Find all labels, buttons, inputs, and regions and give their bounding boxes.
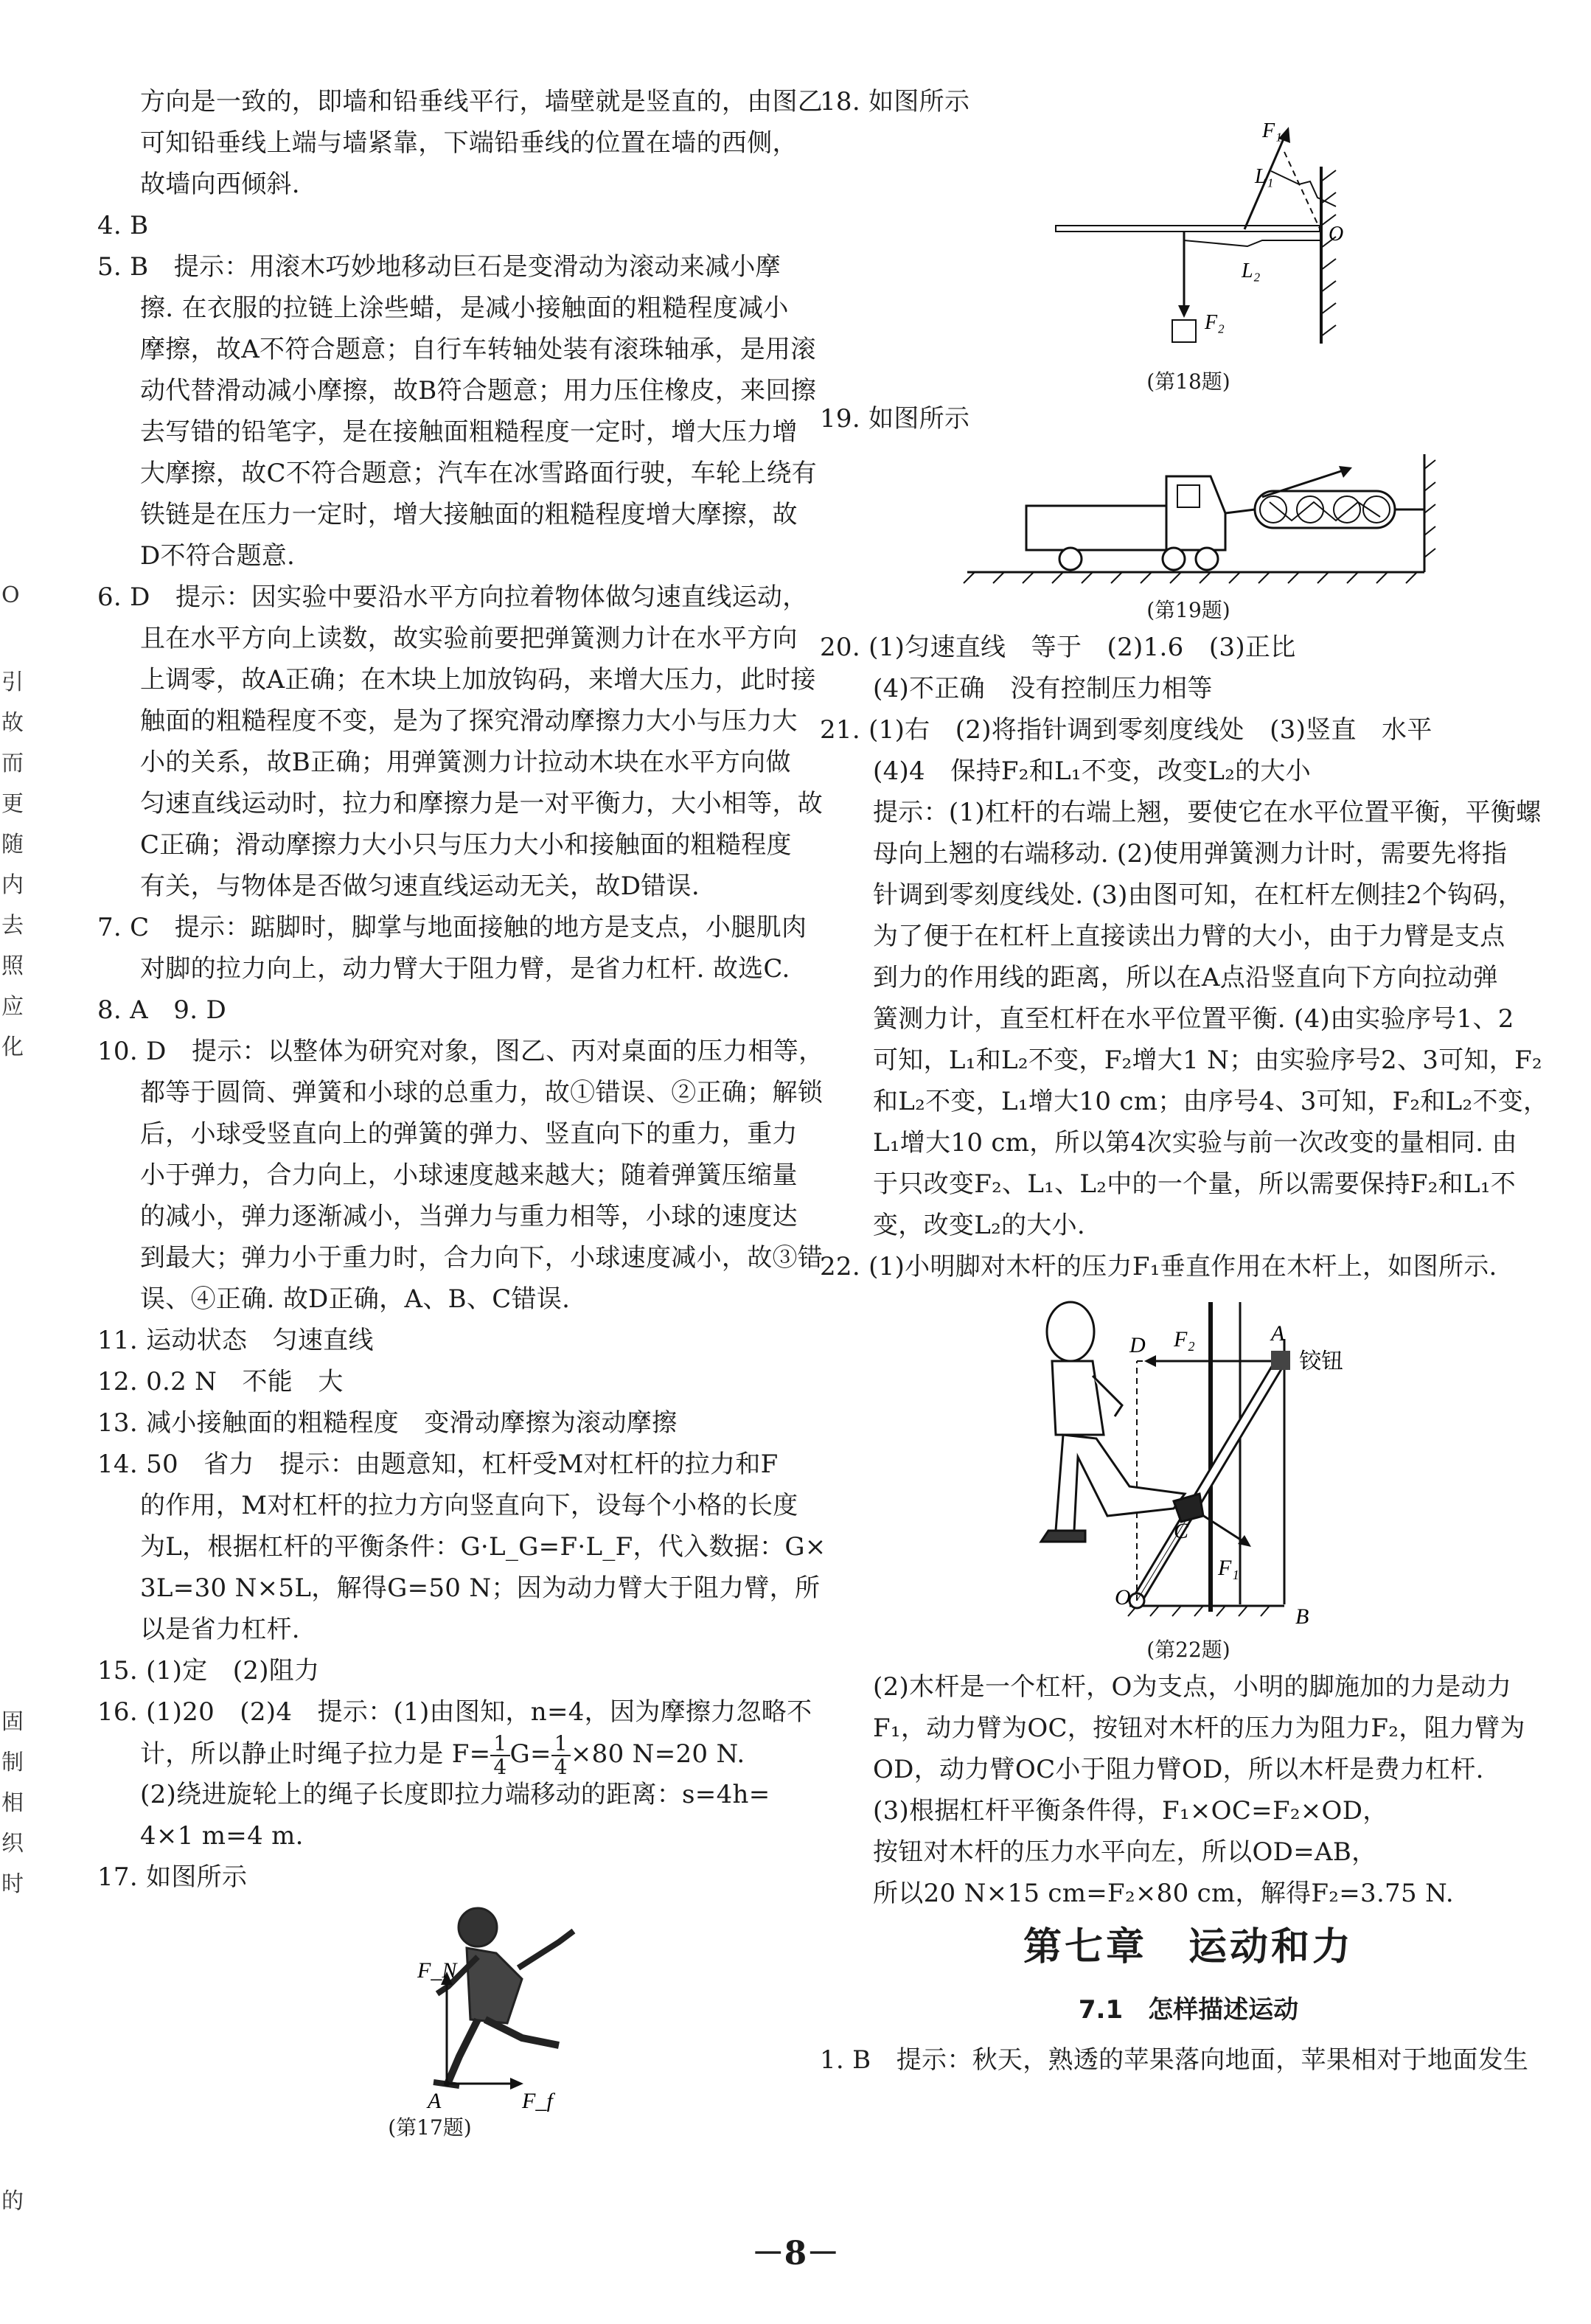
label-l2: L₂	[1242, 260, 1261, 282]
text-line: 22. (1)小明脚对木杆的压力F₁垂直作用在木杆上，如图所示.	[820, 1252, 1497, 1281]
margin-char: 固	[1, 1709, 24, 1735]
text-line: 对脚的拉力向上，动力臂大于阻力臂，是省力杠杆. 故选C.	[140, 954, 790, 984]
text-line: L₁增大10 cm，所以第4次实验与前一次改变的量相同. 由	[873, 1128, 1517, 1158]
text-line: 3L=30 N×5L，解得G=50 N；因为动力臂大于阻力臂，所	[140, 1573, 821, 1603]
fraction-denominator: 4	[554, 1755, 568, 1779]
q16-text: G=	[509, 1739, 551, 1769]
q19-line: 19. 如图所示	[820, 404, 970, 434]
q16-text: ×80 N=20 N.	[570, 1739, 745, 1769]
q16-text: 计，所以静止时绳子拉力是 F=	[140, 1739, 491, 1769]
text-line: 7. C 提示：踮脚时，脚掌与地面接触的地方是支点，小腿肌肉	[97, 913, 807, 942]
q17-line: 17. 如图所示	[97, 1862, 248, 1892]
text-line: 6. D 提示：因实验中要沿水平方向拉着物体做匀速直线运动，	[97, 582, 808, 612]
text-line: 簧测力计，直至杠杆在水平位置平衡. (4)由实验序号1、2	[873, 1004, 1514, 1034]
left-text-lines	[87, 81, 826, 1733]
fraction-numerator: 1	[551, 1733, 571, 1756]
text-line: 到最大；弹力小于重力时，合力向下，小球速度减小，故③错	[140, 1243, 824, 1273]
text-line: 20. (1)匀速直线 等于 (2)1.6 (3)正比	[820, 633, 1296, 662]
right-column	[820, 81, 1557, 2081]
label-f1: F₁	[1262, 122, 1282, 142]
figure-19	[820, 439, 1557, 627]
text-line: 13. 减小接触面的粗糙程度 变滑动摩擦为滚动摩擦	[97, 1408, 678, 1438]
point-label-a: A	[428, 2089, 442, 2112]
figure-22	[820, 1287, 1557, 1666]
figure-22-caption: (第22题)	[1146, 1638, 1230, 1662]
text-line: F₁，动力臂为OC，按钮对木杆的压力为阻力F₂，阻力臂为	[873, 1714, 1525, 1743]
q16-line-4: 4×1 m=4 m.	[140, 1821, 304, 1851]
figure-18-drawing	[820, 122, 1557, 366]
margin-char: 随	[1, 832, 24, 857]
text-line: 针调到零刻度线处. (3)由图可知，在杠杆左侧挂2个钩码，	[873, 880, 1524, 910]
label-o: O	[1115, 1585, 1131, 1610]
text-line: 12. 0.2 N 不能 大	[97, 1367, 344, 1396]
text-line: 小于弹力，合力向上，小球速度越来越大；随着弹簧压缩量	[140, 1161, 798, 1190]
figure-18-caption: (第18题)	[1146, 369, 1230, 394]
text-line: 5. B 提示：用滚木巧妙地移动巨石是变滑动为滚动来减小摩	[97, 252, 781, 282]
section-title: 7.1 怎样描述运动	[1078, 1995, 1299, 2025]
text-line: 8. A 9. D	[97, 995, 227, 1025]
margin-char: 应	[1, 994, 24, 1020]
text-line: 可知，L₁和L₂不变，F₂增大1 N；由实验序号2、3可知，F₂	[873, 1046, 1542, 1075]
text-line: 可知铅垂线上端与墙紧靠，下端铅垂线的位置在墙的西侧，	[140, 128, 798, 158]
force-label-fn: F_N	[417, 1958, 457, 1983]
margin-char: 的	[1, 2188, 24, 2214]
text-line: 大摩擦，故C不符合题意；汽车在冰雪路面行驶，车轮上绕有	[140, 459, 818, 488]
text-line: OD，动力臂OC小于阻力臂OD，所以木杆是费力杠杆.	[873, 1755, 1484, 1784]
page-number: －8－	[751, 2235, 840, 2272]
label-a: A	[1271, 1321, 1285, 1346]
text-line: 铁链是在压力一定时，增大接触面的粗糙程度增大摩擦，故	[140, 500, 798, 529]
text-line: 后，小球受竖直向上的弹簧的弹力、竖直向下的重力，重力	[140, 1119, 798, 1149]
text-line: 为了便于在杠杆上直接读出力臂的大小，由于力臂是支点	[873, 922, 1505, 951]
text-line: 15. (1)定 (2)阻力	[97, 1656, 320, 1685]
margin-char: 相	[1, 1790, 24, 1816]
figure-18	[820, 122, 1557, 398]
text-line: 误、④正确. 故D正确，A、B、C错误.	[140, 1284, 571, 1314]
text-line: 14. 50 省力 提示：由题意知，杠杆受M对杠杆的拉力和F	[97, 1450, 779, 1479]
label-o: O	[1329, 223, 1344, 246]
label-l1: L₁	[1255, 165, 1274, 188]
margin-char: 更	[1, 791, 24, 817]
text-line: 擦. 在衣服的拉链上涂些蜡，是减小接触面的粗糙程度减小	[140, 293, 789, 323]
margin-char: 去	[1, 913, 24, 939]
text-line: 触面的粗糙程度不变，是为了探究滑动摩擦力大小与压力大	[140, 706, 798, 736]
text-line: 变，改变L₂的大小.	[873, 1211, 1086, 1240]
text-line: 按钮对木杆的压力水平向左，所以OD=AB，	[873, 1837, 1377, 1867]
label-hinge: 铰钮	[1299, 1349, 1343, 1374]
label-f2: F₂	[1205, 311, 1225, 334]
q16-line-3: (2)绕进旋轮上的绳子长度即拉力端移动的距离：s=4h=	[140, 1780, 770, 1809]
margin-char: 引	[1, 669, 24, 695]
text-line: 的作用，M对杠杆的拉力方向竖直向下，设每个小格的长度	[140, 1491, 798, 1520]
text-line: D不符合题意.	[140, 541, 296, 571]
q16-line-2	[87, 1731, 773, 1779]
text-line: 故墙向西倾斜.	[140, 170, 300, 199]
text-line: 于只改变F₂、L₁、L₂中的一个量，所以需要保持F₂和L₁不	[873, 1169, 1517, 1199]
margin-char: 化	[1, 1034, 24, 1060]
margin-char: 而	[1, 751, 24, 776]
last-line: 1. B 提示：秋天，熟透的苹果落向地面，苹果相对于地面发生	[820, 2045, 1529, 2075]
text-line: 都等于圆筒、弹簧和小球的总重力，故①错误、②正确；解锁	[140, 1078, 824, 1107]
text-line: 的减小，弹力逐渐减小，当弹力与重力相等，小球的速度达	[140, 1202, 798, 1231]
text-line: 匀速直线运动时，拉力和摩擦力是一对平衡力，大小相等，故	[140, 789, 824, 818]
text-line: 动代替滑动减小摩擦，故B符合题意；用力压住橡皮，来回擦	[140, 376, 817, 406]
label-f2: F₂	[1174, 1327, 1195, 1351]
text-line: 和L₂不变，L₁增大10 cm；由序号4、3可知，F₂和L₂不变，	[873, 1087, 1549, 1116]
text-line: 21. (1)右 (2)将指针调到零刻度线处 (3)竖直 水平	[820, 715, 1432, 745]
text-line: (3)根据杠杆平衡条件得，F₁×OC=F₂×OD，	[873, 1796, 1388, 1826]
text-line: 10. D 提示：以整体为研究对象，图乙、丙对桌面的压力相等，	[97, 1037, 824, 1066]
label-b: B	[1295, 1604, 1309, 1629]
fraction	[551, 1733, 571, 1778]
right-text-lines-b	[820, 1666, 1557, 1914]
text-line: 以是省力杠杆.	[140, 1615, 300, 1644]
label-d: D	[1129, 1333, 1146, 1357]
text-line: 上调零，故A正确；在木块上加放钩码，来增大压力，此时接	[140, 665, 816, 695]
fraction-numerator: 1	[490, 1733, 509, 1756]
figure-19-caption: (第19题)	[1146, 598, 1230, 622]
chapter-title: 第七章 运动和力	[1023, 1925, 1354, 1969]
text-line: 有关，与物体是否做匀速直线运动无关，故D错误.	[140, 872, 700, 901]
text-line: 且在水平方向上读数，故实验前要把弹簧测力计在水平方向	[140, 624, 798, 653]
figure-19-drawing	[820, 439, 1557, 594]
text-line: 提示：(1)杠杆的右端上翘，要使它在水平位置平衡，平衡螺	[873, 798, 1542, 827]
fraction-denominator: 4	[493, 1755, 507, 1779]
text-line: 4. B	[97, 211, 149, 240]
text-line: (4)不正确 没有控制压力相等	[873, 674, 1213, 703]
text-line: 11. 运动状态 匀速直线	[97, 1326, 374, 1355]
text-line: (4)4 保持F₂和L₁不变，改变L₂的大小	[873, 756, 1312, 786]
text-line: C正确；滑动摩擦力大小只与压力大小和接触面的粗糙程度	[140, 830, 792, 860]
margin-char: 故	[1, 710, 24, 736]
text-line: 母向上翘的右端移动. (2)使用弹簧测力计时，需要先将指	[873, 839, 1508, 869]
margin-char: 照	[1, 953, 24, 979]
text-line: 所以20 N×15 cm=F₂×80 cm，解得F₂=3.75 N.	[873, 1879, 1455, 1908]
text-line: 小的关系，故B正确；用弹簧测力计拉动木块在水平方向做	[140, 748, 791, 777]
figure-22-drawing	[820, 1287, 1557, 1634]
text-line: 为L，根据杠杆的平衡条件：G·L_G=F·L_F，代入数据：G×	[140, 1532, 826, 1562]
figure-17-caption: (第17题)	[388, 2115, 472, 2140]
figure-17	[87, 1898, 773, 2144]
left-column	[87, 81, 826, 2144]
fraction	[490, 1733, 509, 1778]
text-line: 16. (1)20 (2)4 提示：(1)由图知，n=4，因为摩擦力忽略不	[97, 1697, 812, 1727]
text-line: 去写错的铅笔字，是在接触面粗糙程度一定时，增大压力增	[140, 417, 798, 447]
margin-char: 内	[1, 872, 24, 898]
margin-char: 制	[1, 1750, 24, 1775]
figure-17-drawing	[87, 1898, 773, 2112]
margin-char: O	[1, 582, 20, 608]
label-f1: F₁	[1218, 1556, 1239, 1580]
label-c: C	[1174, 1519, 1189, 1543]
q18-line: 18. 如图所示	[820, 87, 970, 116]
margin-char: 时	[1, 1871, 24, 1897]
text-line: 到力的作用线的距离，所以在A点沿竖直向下方向拉动弹	[873, 963, 1499, 992]
text-line: 方向是一致的，即墙和铅垂线平行，墙壁就是竖直的，由图乙	[140, 87, 824, 116]
right-text-lines-a	[820, 627, 1557, 1287]
text-line: 摩擦，故A不符合题意；自行车转轴处装有滚珠轴承，是用滚	[140, 335, 816, 364]
text-line: (2)木杆是一个杠杆，O为支点，小明的脚施加的力是动力	[873, 1672, 1512, 1702]
force-label-ff: F_f	[522, 2089, 553, 2112]
margin-char: 织	[1, 1831, 24, 1857]
